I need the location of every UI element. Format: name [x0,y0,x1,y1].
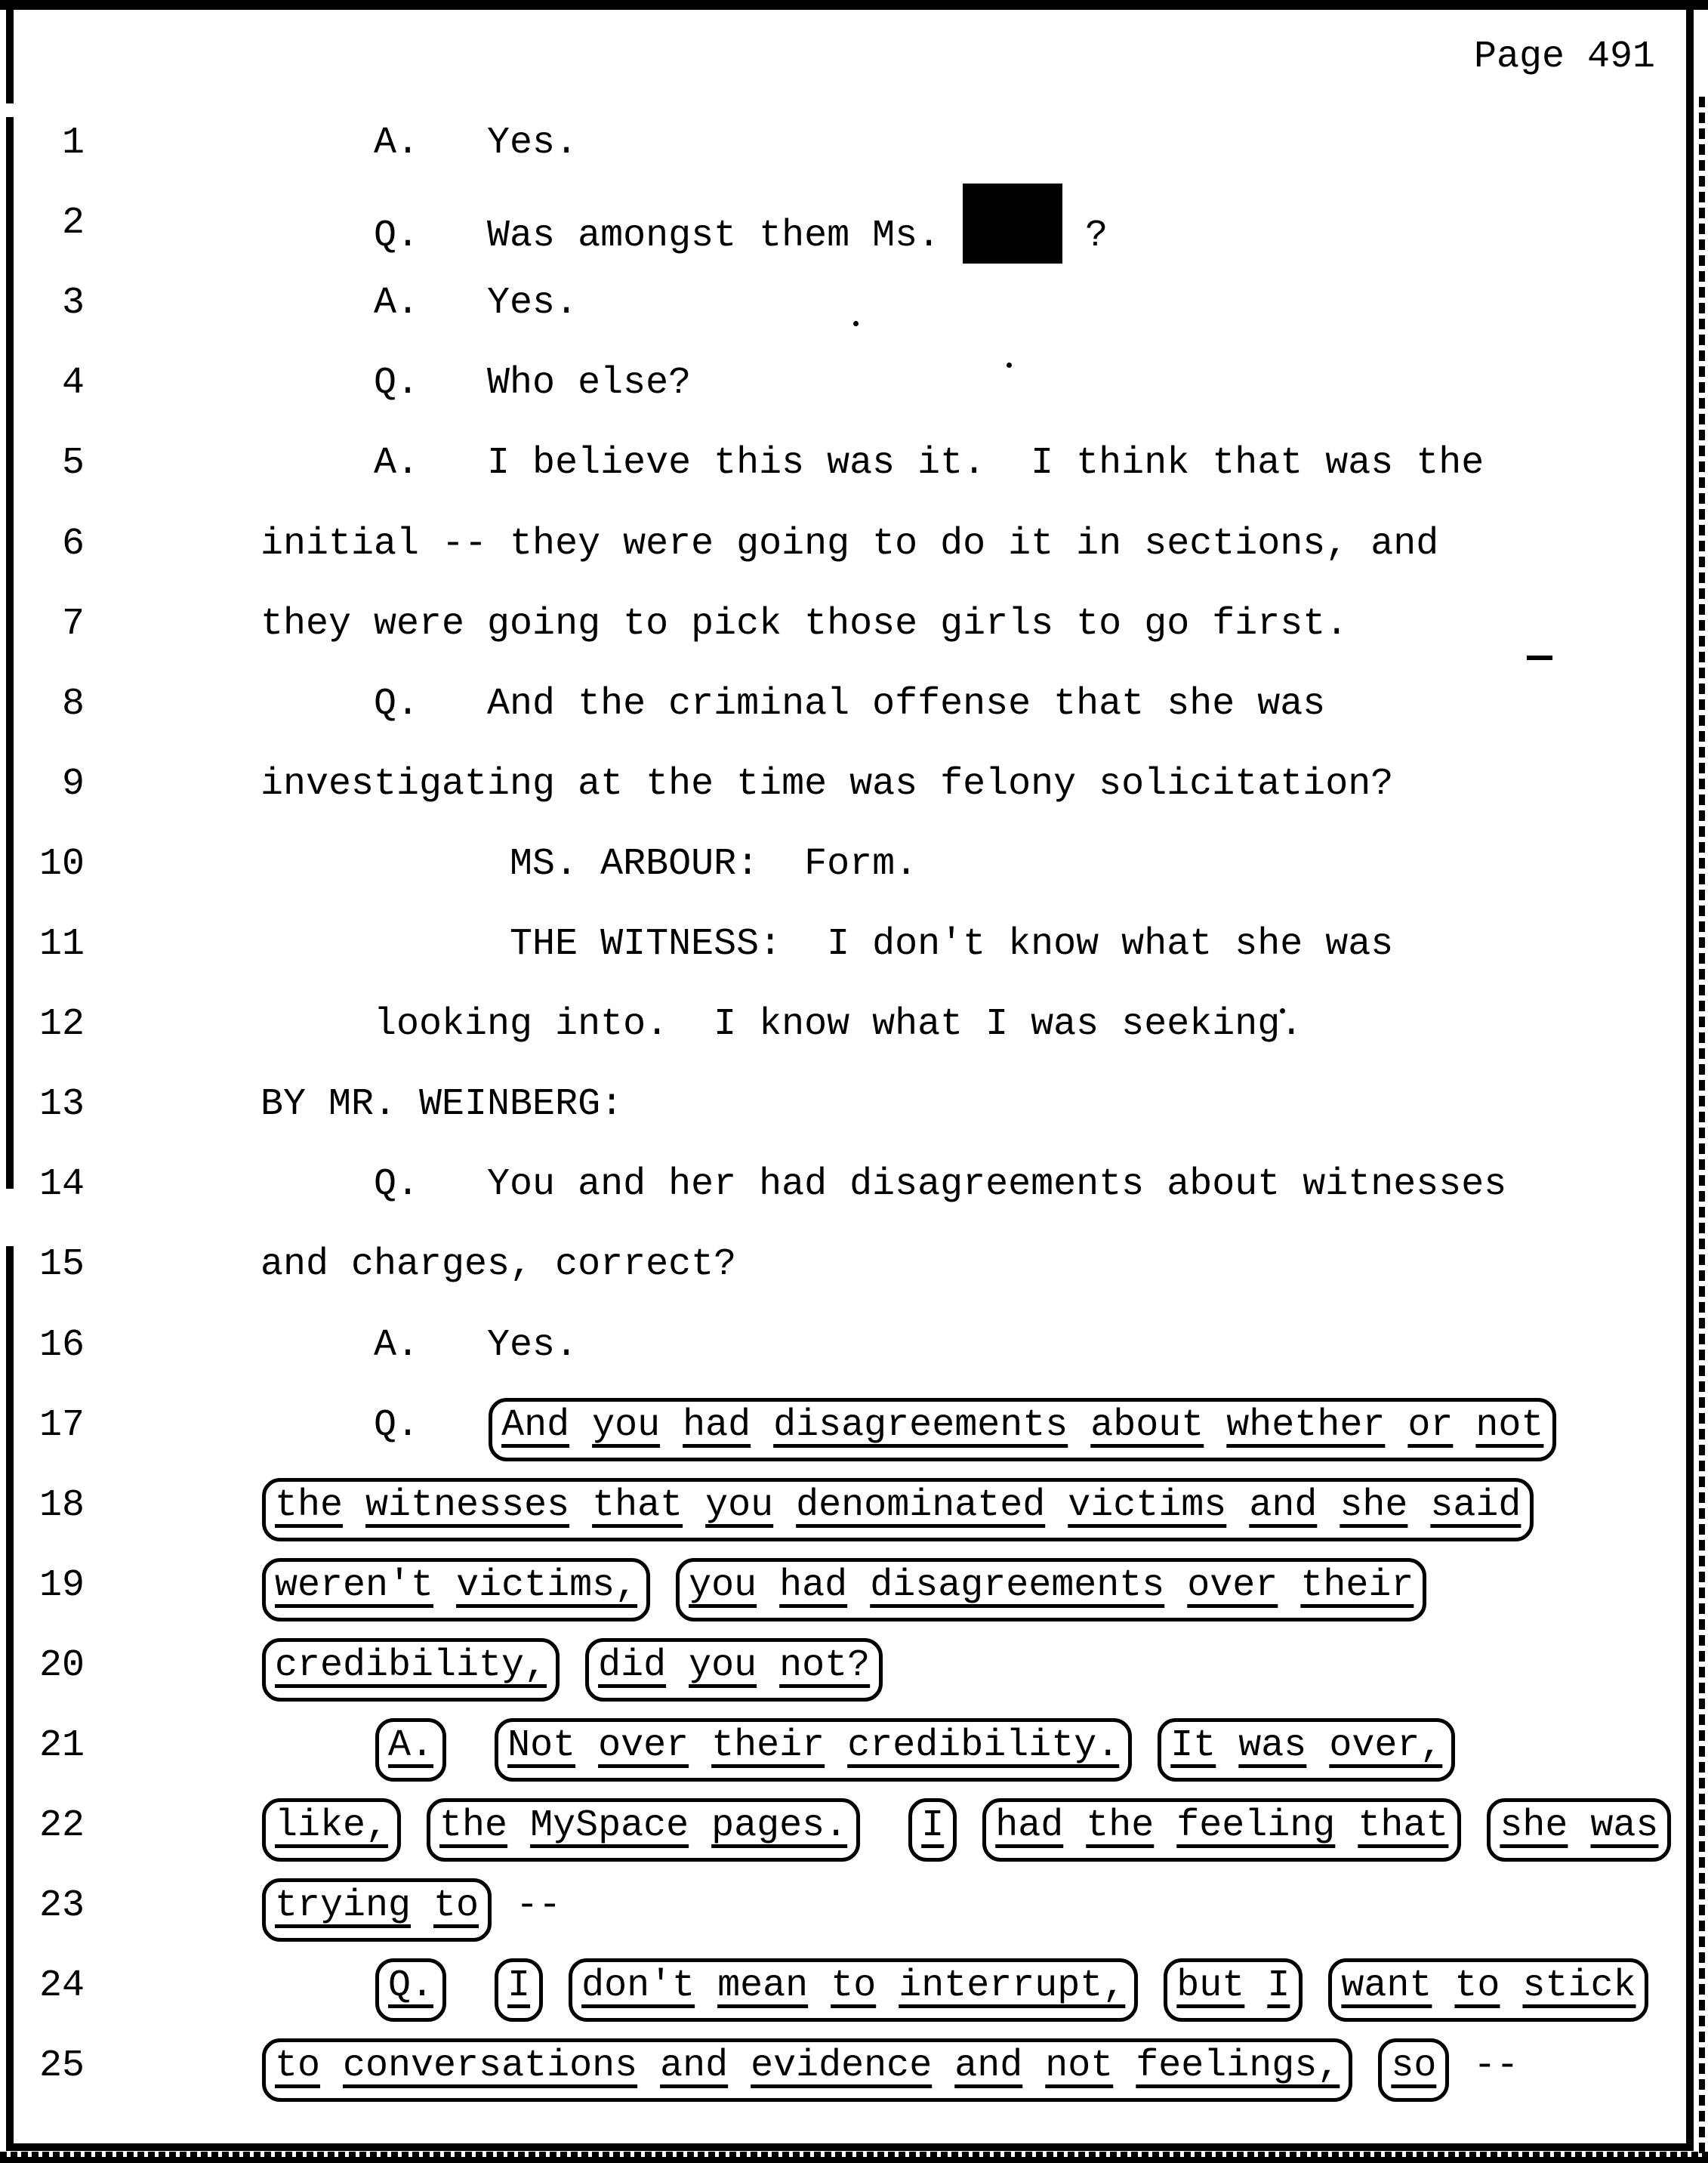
transcript-line [0,665,1708,745]
text-segment: A. Yes. [261,1323,578,1367]
transcript-line [0,1546,1708,1626]
text-segment: -- [1451,2044,1519,2088]
line-content [261,1225,736,1305]
annotation-box [1328,1958,1648,2022]
underlined-word: conversations [343,2044,638,2088]
line-number: 23 [39,1884,85,1928]
line-number: 22 [39,1804,85,1848]
underlined-word: victims [1068,1483,1227,1527]
underlined-word: you [592,1403,661,1447]
underlined-word: she [1340,1483,1408,1527]
text-segment [544,1964,567,2007]
text-segment: initial -- they were going to do it in sections, and [261,522,1439,566]
annotation-box [1158,1718,1455,1782]
transcript-line [0,1386,1708,1466]
underlined-word: the [275,1483,344,1527]
line-number: 11 [39,923,85,966]
line-content [261,1786,1673,1866]
text-segment [448,1724,493,1767]
line-number: 19 [39,1563,85,1607]
line-content [261,344,691,424]
line-content [261,1706,1457,1786]
underlined-word: so [1391,2044,1437,2088]
line-number: 9 [61,762,85,806]
line-content [261,184,1108,276]
line-number: 8 [61,682,85,726]
underlined-word: don't [581,1964,695,2008]
line-content [261,1145,1506,1225]
transcript-line [0,1786,1708,1866]
underlined-word: their [1300,1563,1414,1607]
underlined-word: that [592,1483,683,1527]
underlined-word: but [1176,1964,1245,2008]
underlined-word: pages. [711,1804,848,1848]
annotation-box [1164,1958,1303,2022]
line-content [261,1306,578,1386]
underlined-word: not [1475,1403,1544,1447]
line-number: 20 [39,1643,85,1687]
underlined-word: to [831,1964,877,2008]
annotation-box [585,1638,883,1702]
transcript-line [0,825,1708,905]
scan-edge-bottom-speckle [0,2152,1708,2157]
text-segment [958,1804,981,1847]
text-segment: THE WITNESS: I don't know what she was [261,923,1394,966]
text-segment: looking into. I know what I was seeking. [261,1003,1303,1047]
transcript-line [0,1706,1708,1786]
line-content [261,1065,623,1145]
underlined-word: witnesses [365,1483,570,1527]
underlined-word: denominated [796,1483,1046,1527]
annotation-box [375,1718,446,1782]
line-number: 3 [61,282,85,326]
line-number: 21 [39,1724,85,1767]
underlined-word: mean [717,1964,809,2008]
underlined-word: credibility, [275,1643,547,1687]
line-number: 25 [39,2044,85,2088]
underlined-word: Q. [388,1964,434,2008]
line-number: 16 [39,1323,85,1367]
line-content [261,1386,1558,1466]
underlined-word: that [1358,1804,1449,1848]
text-segment: A. Yes. [261,122,578,165]
underlined-word: had [683,1403,751,1447]
line-number: 4 [61,362,85,406]
underlined-word: MySpace [530,1804,689,1848]
line-number: 6 [61,522,85,566]
annotation-box [262,1558,650,1621]
underlined-word: over [598,1724,689,1767]
line-number: 1 [61,122,85,165]
line-number: 5 [61,442,85,486]
text-segment: Q. You and her had disagreements about witnesses [261,1163,1507,1207]
underlined-word: or [1407,1403,1454,1447]
underlined-word: to [433,1884,479,1928]
text-segment: -- [493,1884,562,1928]
text-segment [561,1644,584,1687]
line-content [261,504,1438,585]
underlined-word: want [1341,1964,1432,2008]
line-content [261,103,578,184]
underlined-word: victims, [456,1563,638,1607]
line-number: 12 [39,1003,85,1047]
underlined-word: interrupt, [899,1964,1126,2008]
underlined-word: said [1430,1483,1521,1527]
text-segment: Q. And the criminal offense that she was [261,682,1326,726]
underlined-word: and [1249,1483,1318,1527]
text-segment [402,1804,425,1847]
underlined-word: and [954,2044,1023,2088]
annotation-box [262,1798,401,1862]
text-segment: BY MR. WEINBERG: [261,1083,624,1127]
transcript-line [0,1065,1708,1145]
underlined-word: evidence [751,2044,933,2088]
text-segment: they were going to pick those girls to go first. [261,602,1349,646]
underlined-word: was [1238,1724,1307,1767]
line-content [261,745,1393,825]
underlined-word: weren't [275,1563,434,1607]
underlined-word: I [921,1804,945,1848]
line-content [261,264,578,344]
underlined-word: and [660,2044,729,2088]
underlined-word: And [501,1403,570,1447]
annotation-box [495,1958,543,2022]
underlined-word: feelings, [1136,2044,1340,2088]
underlined-word: to [275,2044,321,2088]
scan-edge-top [0,0,1708,10]
transcript-line [0,1306,1708,1386]
line-number: 24 [39,1964,85,2008]
underlined-word: not? [779,1643,871,1687]
underlined-word: I [1267,1964,1290,2008]
annotation-box [982,1798,1461,1862]
annotation-box [569,1958,1138,2022]
text-segment [652,1564,674,1607]
text-segment [862,1804,907,1847]
annotation-box [495,1718,1132,1782]
underlined-word: credibility. [847,1724,1120,1767]
transcript-line [0,585,1708,665]
line-content [261,665,1325,745]
line-number: 2 [61,202,85,245]
transcript-line [0,344,1708,424]
text-segment: A. Yes. [261,282,578,326]
annotation-box [262,2038,1352,2102]
line-number: 14 [39,1163,85,1207]
line-content [261,1546,1428,1626]
line-content [261,905,1393,985]
text-segment: investigating at the time was felony solicitation? [261,762,1394,806]
underlined-word: feeling [1176,1804,1336,1848]
transcript-line [0,424,1708,504]
annotation-box [1487,1798,1671,1862]
text-segment: and charges, correct? [261,1243,737,1287]
text-segment [261,1964,374,2007]
underlined-word: the [1086,1804,1155,1848]
redaction-box [963,184,1062,264]
annotation-box [262,1638,560,1702]
underlined-word: disagreements [773,1403,1068,1447]
underlined-word: not [1045,2044,1114,2088]
transcript-line [0,745,1708,825]
text-segment [1304,1964,1327,2007]
annotation-box [375,1958,446,2022]
text-segment: ? [1062,214,1108,258]
transcript-line [0,504,1708,585]
page-border-bottom [6,2143,1694,2151]
line-content [261,825,917,905]
underlined-word: trying [275,1884,412,1928]
underlined-word: their [711,1724,825,1767]
text-segment: MS. ARBOUR: Form. [261,842,918,886]
line-content [261,424,1484,504]
transcript-line [0,1626,1708,1706]
underlined-word: stick [1522,1964,1636,2008]
line-content [261,1866,561,1946]
underlined-word: to [1454,1964,1500,2008]
text-segment: Q. [261,1403,488,1447]
annotation-box [262,1878,492,1942]
transcript-line [0,905,1708,985]
underlined-word: did [598,1643,667,1687]
annotation-box [908,1798,957,1862]
transcript-line [0,1145,1708,1225]
line-number: 17 [39,1403,85,1447]
line-number: 18 [39,1483,85,1527]
underlined-word: over, [1329,1724,1443,1767]
transcript-line [0,1466,1708,1546]
underlined-word: about [1090,1403,1204,1447]
transcript-line [0,1225,1708,1305]
text-segment [1463,1804,1485,1847]
transcript-line [0,1866,1708,1946]
underlined-word: you [689,1563,757,1607]
underlined-word: disagreements [870,1563,1165,1607]
line-number: 15 [39,1243,85,1287]
text-segment: A. I believe this was it. I think that was the [261,442,1484,486]
underlined-word: she [1500,1804,1568,1848]
underlined-word: Not [507,1724,576,1767]
annotation-box [676,1558,1426,1621]
underlined-word: you [689,1643,757,1687]
line-content [261,1466,1535,1546]
line-number: 10 [39,842,85,886]
text-segment [1133,1724,1156,1767]
page-border-left-segment-1 [6,10,14,103]
line-content [261,2026,1518,2106]
underlined-word: was [1590,1804,1659,1848]
underlined-word: It [1170,1724,1216,1767]
transcript-line [0,184,1708,264]
underlined-word: A. [388,1724,434,1767]
text-segment: Q. Who else? [261,362,692,406]
transcript-line [0,103,1708,184]
text-segment: Q. Was amongst them Ms. [261,214,963,258]
text-segment [448,1964,493,2007]
underlined-word: the [439,1804,508,1848]
text-segment [261,1724,374,1767]
line-content [261,585,1348,665]
line-number: 7 [61,602,85,646]
underlined-word: you [705,1483,774,1527]
annotation-box [489,1398,1556,1461]
transcript-line [0,2026,1708,2106]
underlined-word: had [779,1563,848,1607]
underlined-word: whether [1226,1403,1386,1447]
transcript-line [0,264,1708,344]
line-content [261,1946,1650,2026]
annotation-box [427,1798,860,1862]
transcript-line [0,985,1708,1065]
annotation-box [1378,2038,1449,2102]
scan-edge-bottom-bar [0,2157,1708,2163]
page-number-header: Page 491 [1474,35,1656,79]
underlined-word: I [507,1964,531,2008]
text-segment [1354,2044,1377,2087]
line-content [261,985,1303,1065]
line-content [261,1626,884,1706]
text-segment [1139,1964,1162,2007]
annotation-box [262,1478,1534,1541]
underlined-word: like, [275,1804,389,1848]
transcript-line [0,1946,1708,2026]
underlined-word: over [1187,1563,1278,1607]
underlined-word: had [995,1804,1064,1848]
line-number: 13 [39,1083,85,1127]
